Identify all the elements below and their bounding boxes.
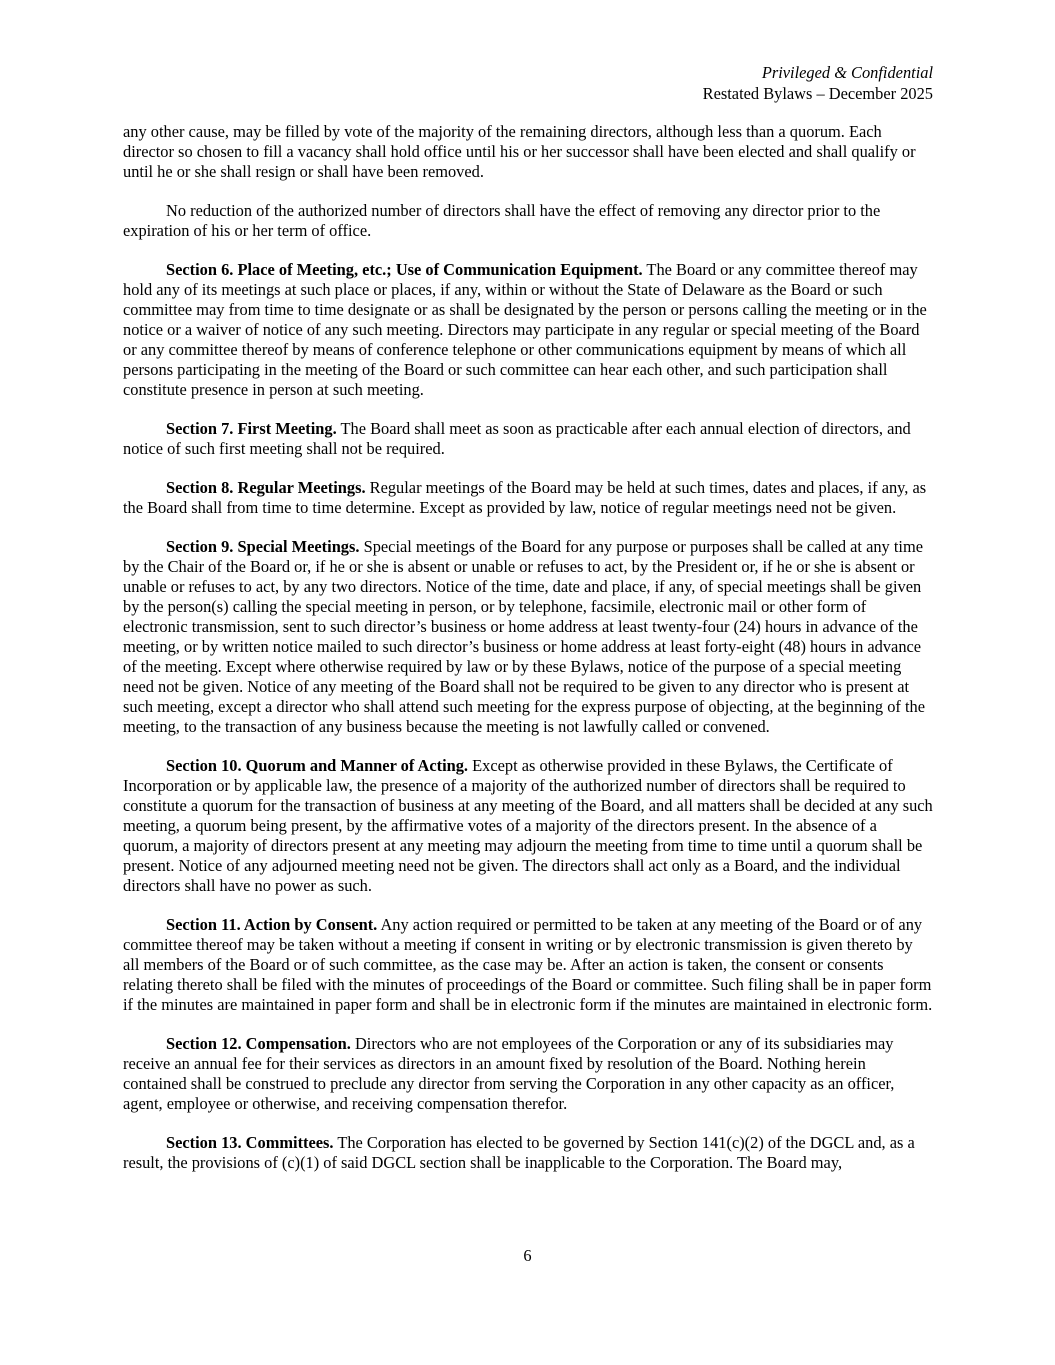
section-10-paragraph: [123, 756, 933, 896]
section-8-paragraph: [123, 478, 933, 518]
privileged-confidential-label: Privileged & Confidential: [761, 63, 933, 82]
section-10-heading: Section 10. Quorum and Manner of Acting.: [166, 756, 469, 775]
section-7-heading: Section 7. First Meeting.: [166, 419, 337, 438]
document-header: [123, 62, 933, 104]
section-12-paragraph: [123, 1034, 933, 1114]
document-body: [123, 122, 933, 1173]
section-9-paragraph: [123, 537, 933, 737]
section-6-heading: Section 6. Place of Meeting, etc.; Use of Communication Equipment.: [166, 260, 643, 279]
section-13-paragraph: [123, 1133, 933, 1173]
section-12-heading: Section 12. Compensation.: [166, 1034, 351, 1053]
restated-bylaws-date-label: Restated Bylaws – December 2025: [702, 84, 933, 103]
section-11-paragraph: [123, 915, 933, 1015]
paragraph-text: The Board or any committee thereof may hold any of its meetings at such place or places, if any, within or without the State of Delaware as the Board or such committee may from time to time designate or as shall be designated by the person or persons calling the meeting or in the notice or a waiver of notice of any such meeting. Directors may participate in any regular or special meeting of the Board or any committee thereof by means of conference telephone or other communications equipment by means of which all persons participating in the meeting of the Board or such committee can hear each other, and such participation shall constitute presence in person at such meeting.: [123, 260, 927, 399]
paragraph-vacancy-continuation: [123, 122, 933, 182]
paragraph-text: Except as otherwise provided in these Bylaws, the Certificate of Incorporation or by applicable law, the presence of a majority of the authorized number of directors shall be required to constitute a quorum for the transaction of business at any meeting of the Board, and all matters shall be decided at any such meeting, a quorum being present, by the affirmative votes of a majority of the directors present. In the absence of a quorum, a majority of directors present at any meeting may adjourn the meeting from time to time until a quorum shall be present. Notice of any adjourned meeting need not be given. The directors shall act only as a Board, and the individual directors shall have no power as such.: [123, 756, 933, 895]
section-7-paragraph: [123, 419, 933, 459]
page-number: 6: [523, 1246, 532, 1265]
section-6-paragraph: [123, 260, 933, 400]
paragraph-text: Directors who are not employees of the Corporation or any of its subsidiaries may receive an annual fee for their services as directors in an amount fixed by resolution of the Board. Nothing herein contained shall be construed to preclude any director from serving the Corporation in any other capacity as an officer, agent, employee or otherwise, and receiving compensation therefor.: [123, 1034, 895, 1113]
paragraph-text: Any action required or permitted to be taken at any meeting of the Board or of any committee thereof may be taken without a meeting if consent in writing or by electronic transmission is given thereto by all members of the Board or of such committee, as the case may be. After an action is taken, the consent or consents relating thereto shall be filed with the minutes of proceedings of the Board or committee. Such filing shall be in paper form if the minutes are maintained in paper form and shall be in electronic form if the minutes are maintained in electronic form.: [123, 915, 933, 1014]
section-8-heading: Section 8. Regular Meetings.: [166, 478, 366, 497]
paragraph-text: Regular meetings of the Board may be held at such times, dates and places, if any, as the Board shall from time to time determine. Except as provided by law, notice of regular meetings need not be given.: [123, 478, 927, 517]
section-11-heading: Section 11. Action by Consent.: [166, 915, 378, 934]
paragraph-text: any other cause, may be filled by vote of the majority of the remaining directors, although less than a quorum. Each director so chosen to fill a vacancy shall hold office until his or her successor shall have been elected and shall qualify or until he or she shall resign or shall have been removed.: [123, 122, 916, 181]
section-9-heading: Section 9. Special Meetings.: [166, 537, 360, 556]
section-13-heading: Section 13. Committees.: [166, 1133, 334, 1152]
paragraph-text: Special meetings of the Board for any purpose or purposes shall be called at any time by the Chair of the Board or, if he or she is absent or unable or refuses to act, by the President or, if he or she is absent or unable or refuses to act, by any two directors. Notice of the time, date and place, if any, of special meetings shall be given by the person(s) calling the special meeting in person, or by telephone, facsimile, electronic mail or other form of electronic transmission, sent to such director’s business or home address at least twenty-four (24) hours in advance of the meeting, or by written notice mailed to such director’s business or home address at least forty-eight (48) hours in advance of the meeting. Except where otherwise required by law or by these Bylaws, notice of the purpose of a special meeting need not be given. Notice of any meeting of the Board shall not be required to be given to any director who is present at such meeting, except a director who shall attend such meeting for the express purpose of objecting, at the beginning of the meeting, to the transaction of any business because the meeting is not lawfully called or convened.: [123, 537, 925, 736]
paragraph-no-reduction: [123, 201, 933, 241]
paragraph-text: The Board shall meet as soon as practicable after each annual election of directors, and notice of such first meeting shall not be required.: [123, 419, 911, 458]
paragraph-text: The Corporation has elected to be governed by Section 141(c)(2) of the DGCL and, as a result, the provisions of (c)(1) of said DGCL section shall be inapplicable to the Corporation. The Board may,: [123, 1133, 915, 1172]
paragraph-text: No reduction of the authorized number of directors shall have the effect of removing any director prior to the expiration of his or her term of office.: [123, 201, 881, 240]
